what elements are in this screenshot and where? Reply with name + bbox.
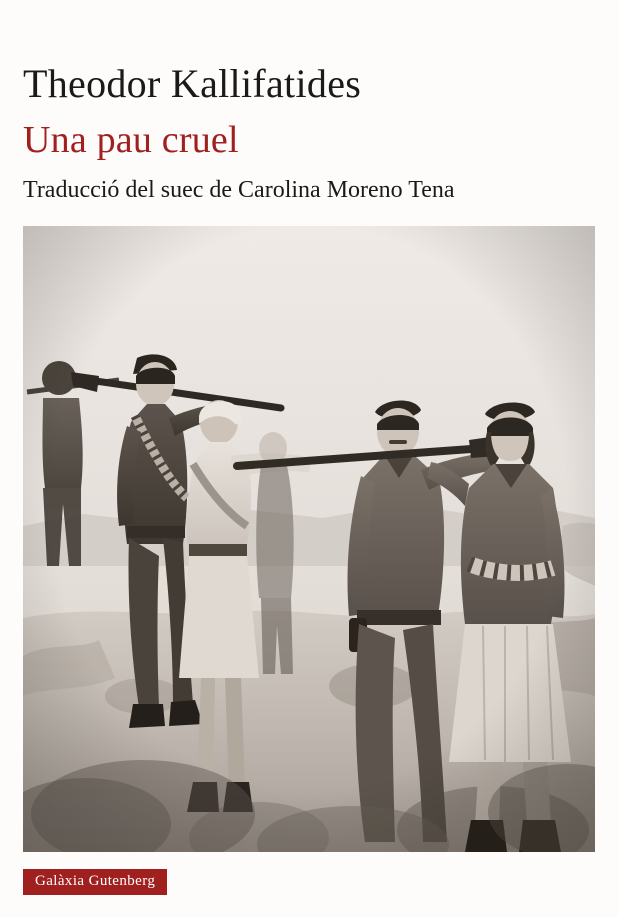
author-name: Theodor Kallifatides [23,61,362,106]
cover-text-block [23,62,595,205]
translation-credit: Traducció del suec de Carolina Moreno Tena [23,177,455,204]
photograph-illustration [23,226,595,852]
cover-photograph [23,226,595,852]
publisher-badge: Galàxia Gutenberg [23,869,167,895]
book-title: Una pau cruel [23,118,239,161]
